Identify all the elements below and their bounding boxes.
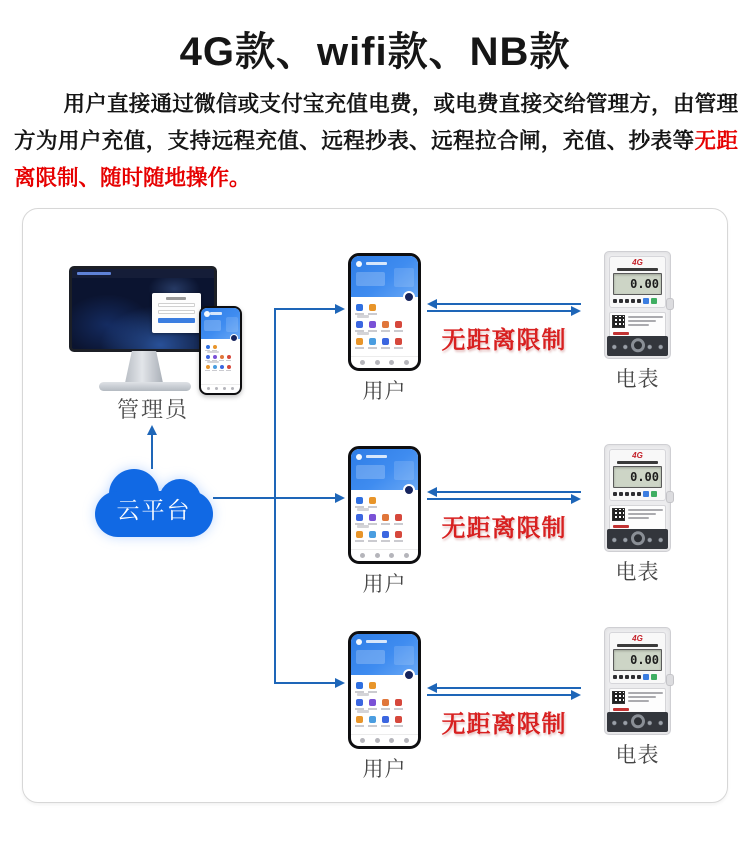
meter-display-panel	[609, 256, 666, 308]
app-icon	[369, 304, 376, 311]
user-column-1	[348, 253, 421, 405]
meter-seal-icon	[631, 714, 645, 728]
meter-button	[643, 491, 649, 497]
meter-lcd	[613, 466, 662, 488]
link-line	[427, 310, 572, 312]
login-field-bar	[158, 303, 196, 307]
section-title-bar	[357, 315, 369, 318]
link-label: 无距离限制	[441, 711, 567, 738]
meter-label: 电表	[615, 561, 660, 584]
app-icon-row	[356, 699, 413, 706]
intro-highlight: 无距离限制、随时随地操作。	[14, 129, 738, 190]
meter-lcd	[613, 649, 662, 671]
app-icon-row	[356, 497, 413, 504]
username-text-bar	[366, 640, 387, 643]
flow-branch-row3	[274, 682, 336, 684]
tabbar-icon	[215, 387, 218, 390]
meter-button	[619, 675, 623, 679]
app-icon	[356, 338, 363, 345]
tabbar-icon	[231, 387, 234, 390]
service-badge-icon	[403, 669, 415, 681]
meter-button	[651, 491, 657, 497]
meter-column-1	[604, 251, 671, 393]
meter-4g-logo: 4G	[632, 258, 643, 267]
diagram-panel	[22, 208, 728, 803]
tabbar-icon	[223, 387, 226, 390]
app-icon	[206, 345, 210, 349]
cloud-to-admin-line	[151, 433, 153, 469]
phone-app-grid	[351, 297, 418, 355]
header-illustration	[394, 646, 414, 666]
meter-button	[619, 299, 623, 303]
phone-tabbar	[351, 549, 418, 561]
app-icon	[356, 531, 363, 538]
app-icon	[220, 355, 224, 359]
arrow-right-icon	[571, 306, 581, 316]
app-icon	[227, 355, 231, 359]
meter-button	[619, 492, 623, 496]
user-avatar-icon	[356, 639, 362, 645]
tabbar-icon	[360, 360, 365, 365]
meter-side-tab	[666, 298, 674, 310]
app-icon	[356, 321, 363, 328]
phone-tabbar	[351, 356, 418, 368]
app-icon-row	[356, 716, 413, 723]
meter-button	[651, 674, 657, 680]
platform-logo-bar	[77, 272, 111, 275]
tabbar-icon	[360, 738, 365, 743]
app-icon-row	[356, 304, 413, 311]
intro-paragraph	[14, 86, 738, 197]
arrow-right-icon	[571, 690, 581, 700]
username-text-bar	[366, 455, 387, 458]
monitor-stand-base	[99, 382, 191, 391]
admin-label: 管理员	[116, 397, 189, 422]
meter-brand-mark	[613, 332, 629, 335]
header-illustration	[394, 461, 414, 481]
meter-button	[613, 492, 617, 496]
meter-button	[631, 492, 635, 496]
meter-lcd	[613, 273, 662, 295]
tabbar-icon	[389, 553, 394, 558]
meter-nameplate	[609, 688, 666, 714]
app-icon	[395, 531, 402, 538]
link-label: 无距离限制	[441, 515, 567, 542]
app-icon	[369, 514, 376, 521]
user-avatar-icon	[356, 261, 362, 267]
meter-button	[613, 675, 617, 679]
meter-button-row	[613, 491, 662, 497]
section-title-bar	[207, 351, 219, 353]
arrow-right-icon	[571, 494, 581, 504]
app-icon-row	[206, 365, 235, 369]
meter-label: 电表	[615, 744, 660, 767]
app-icon	[382, 514, 389, 521]
meter-button	[643, 298, 649, 304]
meter-reading: 0.00	[630, 653, 659, 667]
balance-card	[204, 320, 221, 331]
meter-4g-logo: 4G	[632, 451, 643, 460]
section-title-bar	[357, 693, 369, 696]
nameplate-text-lines	[628, 315, 663, 335]
header-illustration	[226, 317, 238, 332]
app-icon	[356, 716, 363, 723]
login-field-bar	[158, 310, 196, 314]
meter-title-text-bar	[617, 644, 658, 647]
meter-button	[643, 674, 649, 680]
meter-nameplate	[609, 312, 666, 338]
app-icon	[369, 321, 376, 328]
nameplate-text-lines	[628, 508, 663, 528]
monitor-stand-neck	[125, 351, 163, 383]
link-line	[436, 687, 581, 689]
meter-display-panel	[609, 632, 666, 684]
meter-display-panel	[609, 449, 666, 501]
login-dialog	[152, 293, 202, 333]
phone-tabbar	[201, 384, 240, 393]
tabbar-icon	[207, 387, 210, 390]
arrow-left-icon	[427, 683, 437, 693]
meter-seal-icon	[631, 338, 645, 352]
app-icon	[356, 699, 363, 706]
qr-code-icon	[612, 691, 625, 704]
meter-button	[637, 492, 641, 496]
phone-app-grid	[351, 675, 418, 733]
phone-tabbar	[351, 734, 418, 746]
app-icon	[206, 365, 210, 369]
app-icon	[382, 531, 389, 538]
link-line	[436, 303, 581, 305]
user-label: 用户	[362, 380, 407, 403]
app-icon-row	[356, 338, 413, 345]
app-icon-row	[206, 345, 235, 349]
app-icon	[356, 497, 363, 504]
section-title-bar	[357, 525, 369, 528]
tabbar-icon	[375, 553, 380, 558]
user-avatar-icon	[356, 454, 362, 460]
arrow-right-icon	[335, 493, 345, 503]
app-icon	[395, 338, 402, 345]
smart-meter	[604, 251, 671, 359]
meter-button	[625, 675, 629, 679]
meter-terminals	[607, 529, 668, 549]
username-text-bar	[210, 312, 222, 315]
login-title-bar	[166, 297, 186, 300]
arrow-right-icon	[335, 304, 345, 314]
app-icon	[356, 304, 363, 311]
app-icon	[213, 355, 217, 359]
app-icon	[356, 682, 363, 689]
smart-meter	[604, 444, 671, 552]
app-icon	[369, 338, 376, 345]
user-avatar-icon	[204, 311, 210, 317]
app-icon	[220, 365, 224, 369]
section-title-bar	[357, 332, 369, 335]
app-icon-row	[356, 531, 413, 538]
tabbar-icon	[389, 738, 394, 743]
app-icon	[395, 321, 402, 328]
tabbar-icon	[389, 360, 394, 365]
app-icon	[369, 497, 376, 504]
meter-button-row	[613, 298, 662, 304]
arrow-right-icon	[335, 678, 345, 688]
user-label: 用户	[362, 758, 407, 781]
meter-terminals	[607, 336, 668, 356]
admin-monitor	[69, 266, 217, 352]
phone-header	[351, 634, 418, 675]
tabbar-icon	[404, 553, 409, 558]
user-phone	[348, 631, 421, 749]
meter-brand-mark	[613, 525, 629, 528]
link-line	[427, 694, 572, 696]
meter-button	[637, 675, 641, 679]
meter-side-tab	[666, 674, 674, 686]
app-icon	[382, 321, 389, 328]
tabbar-icon	[404, 360, 409, 365]
user-phone	[348, 253, 421, 371]
app-icon	[369, 682, 376, 689]
link-line	[427, 498, 572, 500]
app-icon	[227, 365, 231, 369]
service-badge-icon	[403, 291, 415, 303]
balance-card	[356, 465, 385, 479]
meter-column-2	[604, 444, 671, 586]
arrow-left-icon	[427, 487, 437, 497]
smart-meter	[604, 627, 671, 735]
meter-reading: 0.00	[630, 277, 659, 291]
app-icon	[395, 514, 402, 521]
admin-phone	[199, 306, 242, 395]
phone-header	[351, 449, 418, 490]
meter-button-row	[613, 674, 662, 680]
phone-header	[351, 256, 418, 297]
app-icon	[395, 699, 402, 706]
app-icon	[356, 514, 363, 521]
app-icon	[382, 716, 389, 723]
tabbar-icon	[375, 360, 380, 365]
meter-4g-logo: 4G	[632, 634, 643, 643]
user-label: 用户	[362, 573, 407, 596]
wireless-link-row3	[427, 687, 581, 747]
username-text-bar	[366, 262, 387, 265]
app-icon	[369, 531, 376, 538]
meter-label: 电表	[615, 368, 660, 391]
meter-title-text-bar	[617, 461, 658, 464]
nameplate-text-lines	[628, 691, 663, 711]
meter-button	[613, 299, 617, 303]
section-title-bar	[357, 508, 369, 511]
phone-app-grid	[201, 339, 240, 383]
meter-terminals	[607, 712, 668, 732]
user-phone	[348, 446, 421, 564]
app-icon	[395, 716, 402, 723]
app-icon-row	[356, 514, 413, 521]
qr-code-icon	[612, 315, 625, 328]
user-column-3	[348, 631, 421, 783]
app-icon-row	[206, 355, 235, 359]
app-icon	[382, 699, 389, 706]
flow-trunk-line	[274, 308, 276, 684]
page-title: 4G款、wifi款、NB款	[179, 30, 571, 74]
app-icon	[369, 699, 376, 706]
meter-nameplate	[609, 505, 666, 531]
wireless-link-row1	[427, 303, 581, 363]
tabbar-icon	[375, 738, 380, 743]
flow-branch-row1	[274, 308, 336, 310]
meter-button	[631, 675, 635, 679]
arrow-up-icon	[147, 425, 157, 435]
app-icon-row	[356, 321, 413, 328]
app-icon	[213, 365, 217, 369]
cloud-platform	[95, 467, 213, 539]
meter-side-tab	[666, 491, 674, 503]
balance-card	[356, 272, 385, 286]
phone-header	[201, 308, 240, 339]
balance-card	[356, 650, 385, 664]
app-icon	[206, 355, 210, 359]
cloud-to-users-line	[213, 497, 336, 499]
meter-seal-icon	[631, 531, 645, 545]
meter-title-text-bar	[617, 268, 658, 271]
tabbar-icon	[404, 738, 409, 743]
arrow-left-icon	[427, 299, 437, 309]
meter-column-3	[604, 627, 671, 769]
meter-button	[625, 492, 629, 496]
link-line	[436, 491, 581, 493]
app-icon	[369, 716, 376, 723]
app-icon	[382, 338, 389, 345]
tabbar-icon	[360, 553, 365, 558]
link-label: 无距离限制	[441, 327, 567, 354]
cloud-label: 云平台	[116, 497, 192, 523]
section-title-bar	[207, 361, 219, 363]
meter-button	[625, 299, 629, 303]
login-button-bar	[158, 318, 196, 323]
wireless-link-row2	[427, 491, 581, 551]
user-column-2	[348, 446, 421, 598]
section-title-bar	[357, 710, 369, 713]
phone-app-grid	[351, 490, 418, 548]
header-illustration	[394, 268, 414, 288]
app-icon	[213, 345, 217, 349]
meter-button	[651, 298, 657, 304]
meter-brand-mark	[613, 708, 629, 711]
qr-code-icon	[612, 508, 625, 521]
meter-reading: 0.00	[630, 470, 659, 484]
meter-button	[637, 299, 641, 303]
service-badge-icon	[403, 484, 415, 496]
monitor-titlebar	[72, 269, 214, 278]
intro-text: 用户直接通过微信或支付宝充值电费，或电费直接交给管理方，由管理方为用户充值，支持远程充值、远程抄表、远程拉合闸，充值、抄表等	[14, 92, 738, 153]
meter-button	[631, 299, 635, 303]
app-icon-row	[356, 682, 413, 689]
